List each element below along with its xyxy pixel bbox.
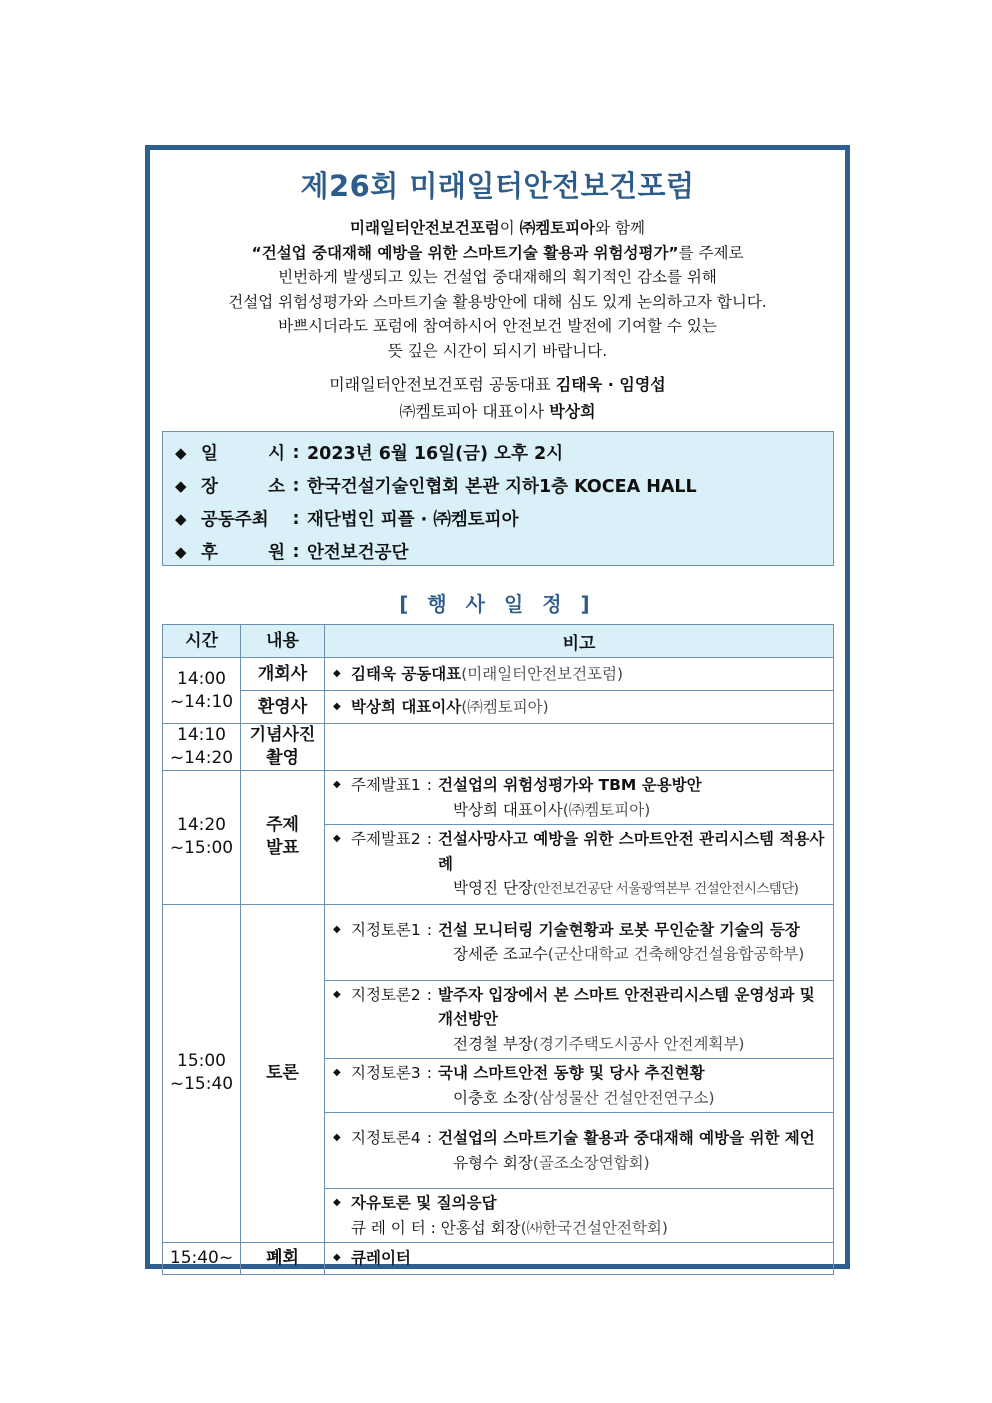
- bullet-icon: ◆: [333, 1132, 341, 1143]
- time-cell: 14:00 ~14:10: [163, 658, 241, 724]
- bullet-icon: ◆: [333, 700, 341, 712]
- table-row: [163, 1243, 834, 1275]
- table-row: [163, 771, 834, 825]
- intro-text-part: 이: [499, 219, 520, 237]
- info-row-date: ◆ 일 시 : 2023년 6월 16일(금) 오후 2시: [175, 436, 833, 469]
- item-cell: 환영사: [241, 691, 325, 724]
- diamond-icon: ◆: [175, 542, 187, 561]
- info-label: 후 원: [201, 543, 285, 563]
- bullet-icon: ◆: [333, 1067, 341, 1078]
- time-cell: 15:00 ~15:40: [163, 904, 241, 1243]
- note-cell: ◆ 큐레이터: [325, 1243, 834, 1275]
- table-row: [163, 904, 834, 980]
- schedule-table: [162, 624, 834, 1275]
- diamond-icon: ◆: [175, 476, 187, 495]
- item-cell: 개회사: [241, 658, 325, 691]
- page-title: 제26회 미래일터안전보건포럼: [300, 169, 695, 203]
- info-label: 공동주최: [201, 510, 269, 530]
- info-row-place: ◆ 장 소 : 한국건설기술인협회 본관 지하1층 KOCEA HALL: [175, 469, 833, 502]
- note-cell: ◆ 주제발표2 : 건설사망사고 예방을 위한 스마트안전 관리시스템 적용사례 박영진 단장(안전보건공단 서울광역본부 건설안전시스템단): [325, 825, 834, 905]
- host-names: 김태욱 · 임영섭: [555, 375, 666, 394]
- header-time: 시간: [163, 625, 241, 658]
- info-row-cohost: ◆ 공동주최 : 재단법인 피플 · ㈜켐토피아: [175, 502, 833, 535]
- table-row: [163, 724, 834, 771]
- bullet-icon: ◆: [333, 667, 341, 679]
- info-row-sponsor: ◆ 후 원 : 안전보건공단: [175, 535, 833, 568]
- note-cell: ◆ 자유토론 및 질의응답 큐 레 이 터 : 안홍섭 회장(㈔한국건설안전학회): [325, 1189, 834, 1243]
- diamond-icon: ◆: [175, 443, 187, 462]
- info-label: 일 시: [201, 444, 285, 464]
- hosts: [150, 371, 845, 425]
- schedule-title: [ 행 사 일 정 ]: [399, 592, 596, 616]
- intro-text-part: 를 주제로: [678, 243, 744, 262]
- bullet-icon: ◆: [333, 988, 341, 1000]
- bullet-icon: ◆: [333, 1252, 341, 1264]
- info-value: 2023년 6월 16일(금) 오후 2시: [307, 444, 564, 464]
- header-note: 비고: [325, 625, 834, 658]
- event-info-box: [162, 431, 834, 566]
- time-cell: 15:40~: [163, 1243, 241, 1275]
- note-cell: ◆ 지정토론2 : 발주자 입장에서 본 스마트 안전관리시스템 운영성과 및 개선방안 전경철 부장(경기주택도시공사 안전계획부): [325, 980, 834, 1059]
- intro-line: 건설업 위험성평가와 스마트기술 활용방안에 대해 심도 있게 논의하고자 합니다.: [228, 292, 767, 311]
- intro-forum-name: 미래일터안전보건포럼: [350, 219, 500, 237]
- intro-line: 바쁘시더라도 포럼에 참여하시어 안전보건 발전에 기여할 수 있는: [278, 317, 717, 335]
- table-header-row: [163, 625, 834, 658]
- header-content: 내용: [241, 625, 325, 658]
- note-cell: ◆ 지정토론3 : 국내 스마트안전 동향 및 당사 추진현황 이충호 소장(삼성물산 건설안전연구소): [325, 1059, 834, 1113]
- note-cell: [325, 724, 834, 771]
- info-value: 안전보건공단: [307, 543, 409, 563]
- note-cell: ◆ 지정토론1 : 건설 모니터링 기술현황과 로봇 무인순찰 기술의 등장 장세준 조교수(군산대학교 건축해양건설융합공학부): [325, 904, 834, 980]
- diamond-icon: ◆: [175, 509, 187, 528]
- bullet-icon: ◆: [333, 833, 341, 844]
- intro-text: [150, 216, 845, 363]
- invitation-frame: [145, 145, 850, 1269]
- info-label: 장 소: [201, 477, 285, 497]
- note-cell: ◆ 주제발표1 : 건설업의 위험성평가와 TBM 운용방안 박상희 대표이사(㈜켐토피아): [325, 771, 834, 825]
- intro-company-name: ㈜켐토피아: [519, 219, 596, 237]
- host-org: 미래일터안전보건포럼 공동대표: [329, 375, 551, 394]
- info-value: 한국건설기술인협회 본관 지하1층 KOCEA HALL: [307, 477, 697, 497]
- intro-text-part: 와 함께: [595, 219, 645, 237]
- bullet-icon: ◆: [333, 923, 341, 935]
- host-org: ㈜켐토피아 대표이사: [399, 402, 545, 421]
- time-cell: 14:10 ~14:20: [163, 724, 241, 771]
- bullet-icon: ◆: [333, 779, 341, 790]
- intro-line: 빈번하게 발생되고 있는 건설업 중대재해의 획기적인 감소를 위해: [278, 268, 717, 286]
- time-cell: 14:20 ~15:00: [163, 771, 241, 905]
- note-cell: ◆ 지정토론4 : 건설업의 스마트기술 활용과 중대재해 예방을 위한 제언 유형수 회장(골조소장연합회): [325, 1113, 834, 1189]
- item-cell: 주제 발표: [241, 771, 325, 905]
- intro-theme: “건설업 중대재해 예방을 위한 스마트기술 활용과 위험성평가”: [251, 243, 679, 262]
- item-cell: 폐회: [241, 1243, 325, 1275]
- table-row: [163, 658, 834, 691]
- info-value: 재단법인 피플 · ㈜켐토피아: [307, 510, 519, 530]
- note-cell: ◆ 박상희 대표이사(㈜켐토피아): [325, 691, 834, 724]
- note-cell: ◆ 김태욱 공동대표(미래일터안전보건포럼): [325, 658, 834, 691]
- host-names: 박상희: [549, 402, 596, 421]
- table-row: [163, 691, 834, 724]
- item-cell: 기념사진 촬영: [241, 724, 325, 771]
- bullet-icon: ◆: [333, 1197, 341, 1208]
- intro-line: 뜻 깊은 시간이 되시기 바랍니다.: [387, 341, 608, 360]
- item-cell: 토론: [241, 904, 325, 1243]
